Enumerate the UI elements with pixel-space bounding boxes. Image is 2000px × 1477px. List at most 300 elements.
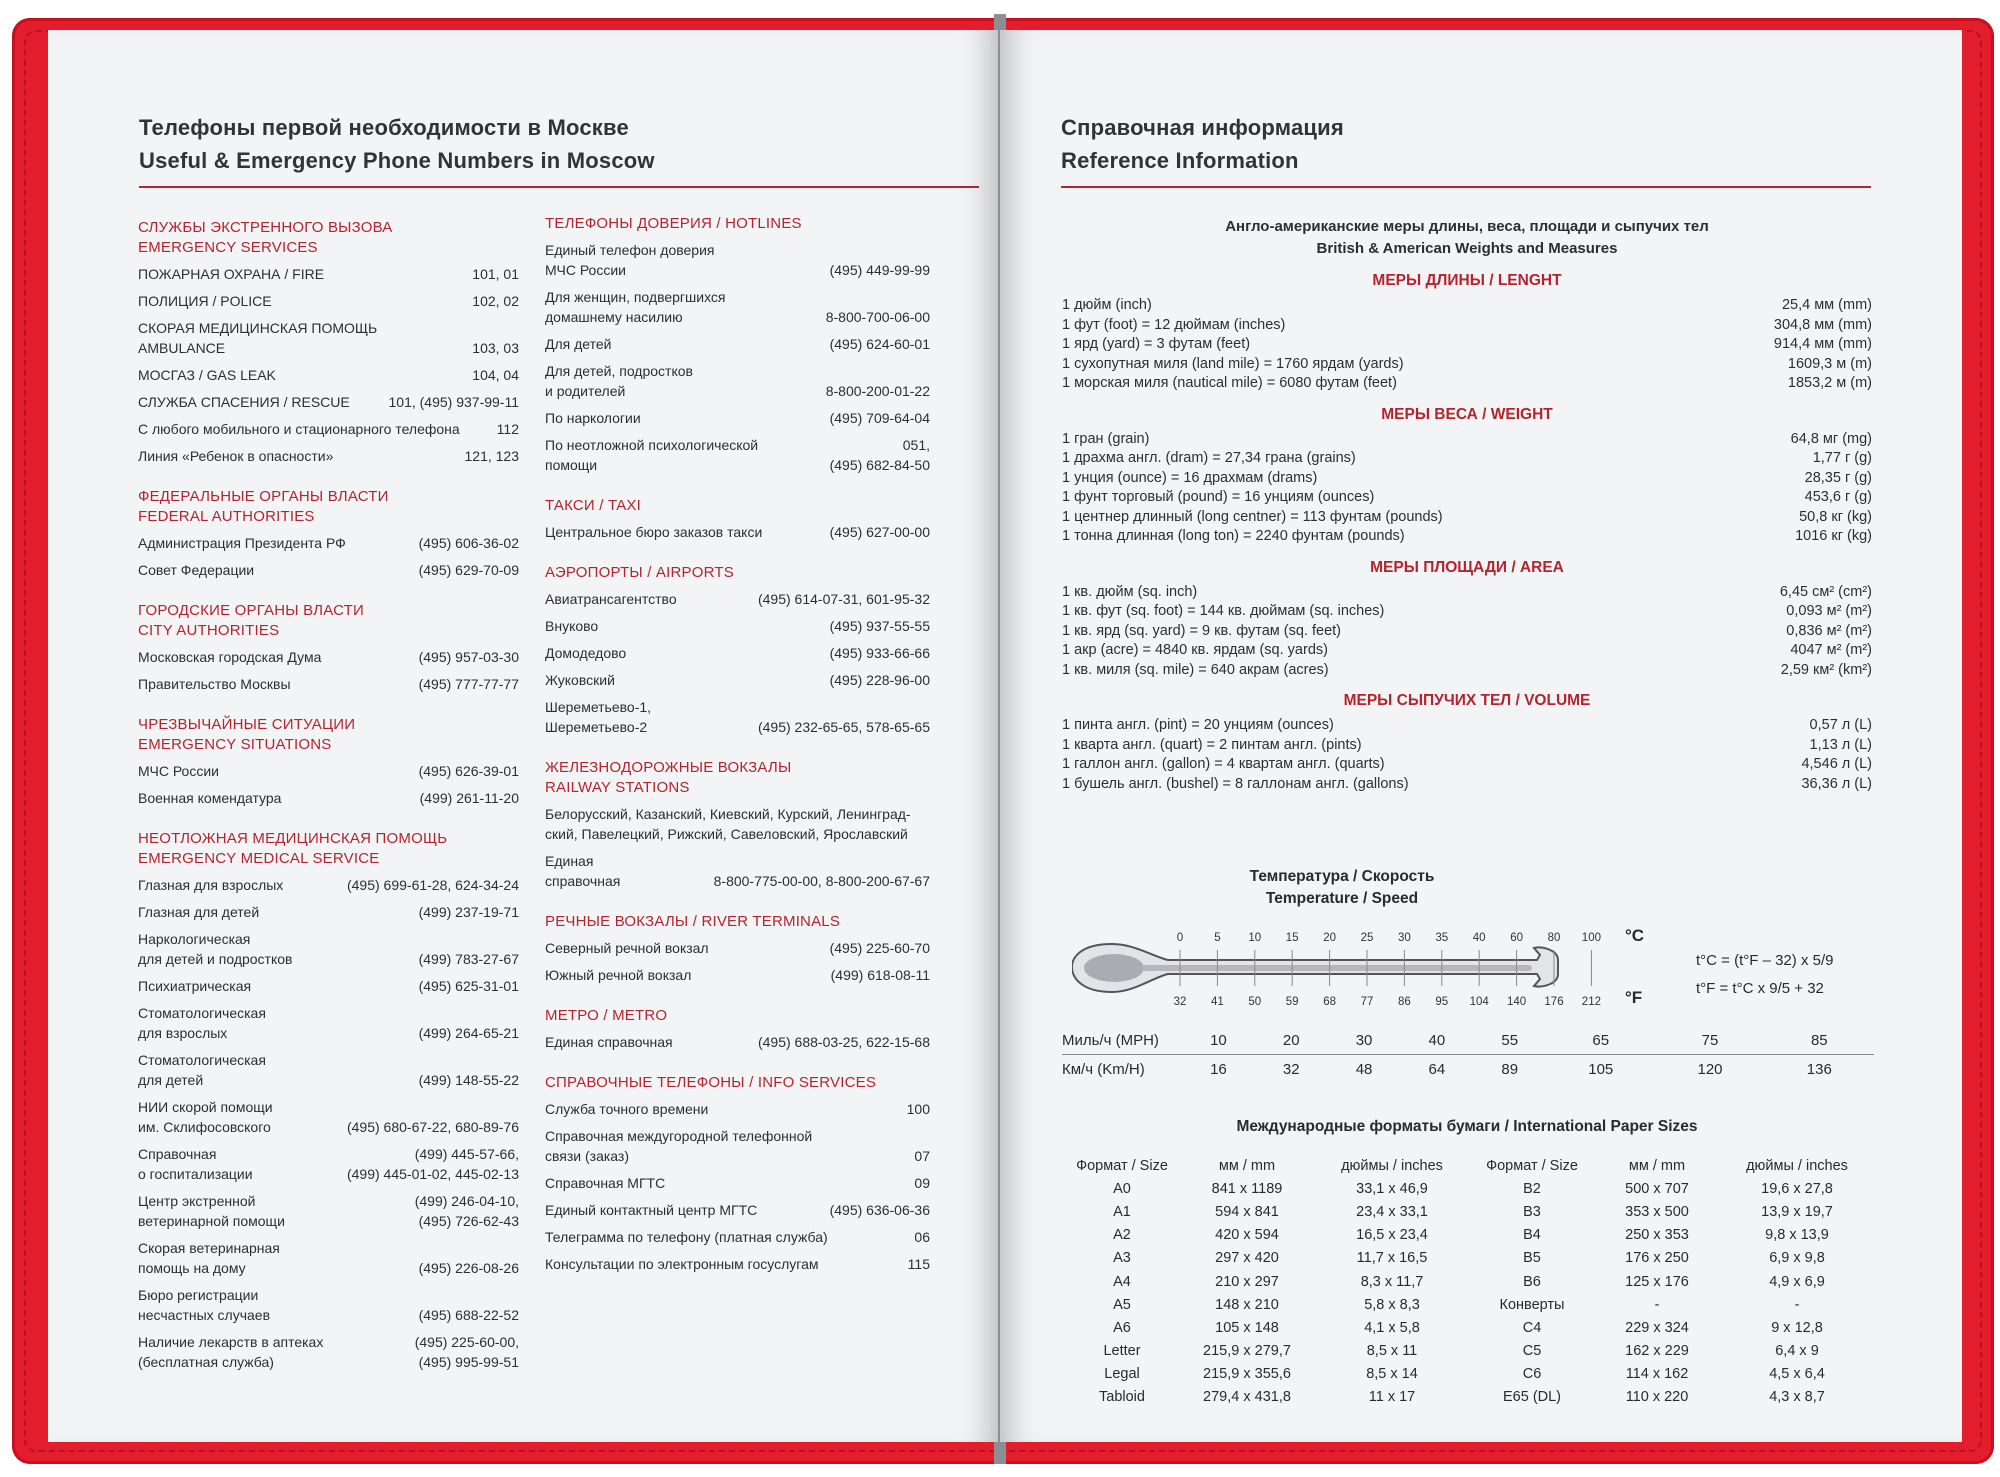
service-name: Шереметьево-1, Шереметьево-2 bbox=[545, 699, 652, 735]
phone-number: 100 bbox=[906, 1101, 930, 1117]
paper-cell: 6,9 x 9,8 bbox=[1769, 1250, 1825, 1267]
paper-cell: 125 x 176 bbox=[1625, 1273, 1689, 1290]
phone-entry bbox=[545, 1126, 930, 1166]
service-name: Северный речной вокзал bbox=[545, 940, 709, 956]
measure-group-title: МЕРЫ ДЛИНЫ / LENGHT bbox=[1372, 272, 1562, 289]
paper-cell: 11 x 17 bbox=[1368, 1389, 1416, 1406]
measure-row bbox=[1062, 508, 1872, 528]
measure-definition: 1 сухопутная миля (land mile) = 1760 ярдам (yards) bbox=[1062, 355, 1404, 372]
section-title-line: ЖЕЛЕЗНОДОРОЖНЫЕ ВОКЗАЛЫ bbox=[545, 759, 792, 776]
section-title-line: EMERGENCY SERVICES bbox=[138, 239, 318, 256]
celsius-tick-label: 20 bbox=[1323, 932, 1336, 944]
section-title bbox=[138, 601, 519, 641]
phone-number: (495) 629-70-09 bbox=[418, 562, 519, 578]
phone-number: (495) 680-67-22, 680-89-76 bbox=[346, 1119, 519, 1135]
phone-number: (499) 618-08-11 bbox=[830, 967, 930, 983]
section-gap bbox=[545, 482, 930, 496]
paper-cell: C4 bbox=[1522, 1319, 1542, 1336]
section-gap bbox=[545, 1059, 930, 1073]
fahrenheit-tick-label: 95 bbox=[1435, 996, 1449, 1008]
left-title-en: Useful & Emergency Phone Numbers in Moscow bbox=[139, 148, 655, 173]
measure-value: 1,77 г (g) bbox=[1812, 450, 1872, 466]
measure-value: 453,6 г (g) bbox=[1804, 489, 1872, 505]
paper-cell: - bbox=[1654, 1296, 1660, 1313]
phone-number: (495) 226-08-26 bbox=[418, 1260, 519, 1276]
phone-entry bbox=[138, 560, 519, 580]
phone-number: (495) 225-60-00, (495) 995-99-51 bbox=[414, 1334, 519, 1370]
service-name: Стоматологическая для детей bbox=[138, 1052, 266, 1088]
fahrenheit-tick-label: 212 bbox=[1581, 996, 1601, 1008]
left-page-title bbox=[139, 111, 655, 177]
section-title-line: РЕЧНЫЕ ВОКЗАЛЫ / RIVER TERMINALS bbox=[545, 913, 841, 930]
section-title-line: СПРАВОЧНЫЕ ТЕЛЕФОНЫ / INFO SERVICES bbox=[545, 1074, 877, 1091]
measure-row bbox=[1062, 661, 1872, 681]
paper-cell: 8,5 x 14 bbox=[1366, 1366, 1418, 1383]
service-name: Скорая ветеринарная помощь на дому bbox=[138, 1240, 280, 1276]
kmh-label: Км/ч (Km/H) bbox=[1062, 1060, 1145, 1078]
paper-cell: 4,3 x 8,7 bbox=[1769, 1389, 1825, 1406]
service-name: Совет Федерации bbox=[138, 562, 255, 578]
phone-number: (495) 709-64-04 bbox=[829, 410, 930, 426]
paper-cell: Конверты bbox=[1499, 1296, 1565, 1313]
measure-value: 4047 м² (m²) bbox=[1790, 642, 1872, 658]
service-name: Справочная МГТС bbox=[545, 1175, 666, 1191]
section-title-line: RAILWAY STATIONS bbox=[545, 779, 690, 796]
measure-row bbox=[1062, 296, 1872, 316]
service-name: С любого мобильного и стационарного телефона bbox=[138, 421, 460, 437]
phone-number: (499) 148-55-22 bbox=[418, 1072, 519, 1088]
phone-entry bbox=[138, 929, 519, 969]
measure-definition: 1 гран (grain) bbox=[1062, 430, 1150, 447]
phone-entry bbox=[138, 1097, 519, 1137]
phone-number: (495) 624-60-01 bbox=[829, 336, 930, 352]
service-name: МОСГАЗ / GAS LEAK bbox=[138, 367, 276, 383]
section-title bbox=[545, 214, 930, 234]
paper-cell: 16,5 x 23,4 bbox=[1356, 1227, 1428, 1244]
phone-number: 101, 01 bbox=[472, 266, 519, 282]
section-title-line: EMERGENCY MEDICAL SERVICE bbox=[138, 850, 380, 867]
kmh-value: 89 bbox=[1501, 1060, 1519, 1078]
section-gap bbox=[545, 992, 930, 1006]
paper-row bbox=[1062, 1363, 1872, 1386]
phone-entry bbox=[138, 788, 519, 808]
measure-definition: 1 морская миля (nautical mile) = 6080 футам (feet) bbox=[1062, 375, 1397, 391]
measure-row bbox=[1062, 335, 1872, 355]
measure-row bbox=[1062, 583, 1872, 603]
phone-number: 051, (495) 682-84-50 bbox=[829, 437, 930, 473]
section-title bbox=[545, 912, 930, 932]
paper-sizes-title: Международные форматы бумаги / International Paper Sizes bbox=[1236, 1118, 1698, 1135]
mph-value: 85 bbox=[1810, 1031, 1828, 1049]
kmh-value: 64 bbox=[1428, 1060, 1446, 1078]
measure-value: 0,57 л (L) bbox=[1809, 717, 1872, 733]
measure-definition: 1 фунт торговый (pound) = 16 унциям (ounces) bbox=[1062, 489, 1375, 505]
measure-value: 4,546 л (L) bbox=[1801, 756, 1872, 772]
paper-cell: 353 x 500 bbox=[1625, 1203, 1689, 1220]
section-title-line: НЕОТЛОЖНАЯ МЕДИЦИНСКАЯ ПОМОЩЬ bbox=[138, 830, 448, 847]
paper-cell: 841 x 1189 bbox=[1211, 1180, 1283, 1197]
paper-cell: A3 bbox=[1113, 1250, 1131, 1267]
right-page bbox=[1000, 30, 1962, 1442]
mph-value: 20 bbox=[1282, 1031, 1300, 1049]
mph-label: Миль/ч (MPH) bbox=[1062, 1031, 1159, 1049]
phone-number: (495) 626-39-01 bbox=[418, 763, 519, 779]
phone-entry bbox=[545, 287, 930, 327]
fahrenheit-tick-label: 32 bbox=[1173, 996, 1187, 1008]
celsius-formula: t°C = (t°F – 32) x 5/9 bbox=[1696, 952, 1834, 969]
service-name: Внуково bbox=[545, 618, 599, 634]
paper-cell: 5,8 x 8,3 bbox=[1364, 1296, 1420, 1313]
paper-cell: 19,6 x 27,8 bbox=[1761, 1180, 1833, 1197]
phone-entry bbox=[138, 533, 519, 553]
measure-definition: 1 кварта англ. (quart) = 2 пинтам англ. (pints) bbox=[1062, 736, 1362, 753]
phone-entry bbox=[138, 419, 519, 439]
service-name: Правительство Москвы bbox=[138, 676, 291, 692]
paper-cell: Tabloid bbox=[1099, 1389, 1145, 1406]
measure-value: 304,8 мм (mm) bbox=[1773, 316, 1872, 333]
right-title-rule bbox=[1061, 186, 1871, 188]
phone-number: (499) 264-65-21 bbox=[418, 1025, 519, 1041]
paper-cell: 420 x 594 bbox=[1215, 1227, 1279, 1244]
service-name: Глазная для взрослых bbox=[138, 877, 284, 893]
mph-value: 75 bbox=[1701, 1031, 1719, 1049]
phone-entry bbox=[545, 804, 930, 844]
mph-value: 55 bbox=[1501, 1031, 1519, 1049]
section-title-line: ТЕЛЕФОНЫ ДОВЕРИЯ / HOTLINES bbox=[545, 215, 802, 232]
phone-number: (495) 228-96-00 bbox=[829, 672, 930, 688]
phone-entry bbox=[545, 589, 930, 609]
fahrenheit-tick-label: 176 bbox=[1544, 996, 1564, 1008]
phone-number: (495) 688-03-25, 622-15-68 bbox=[757, 1034, 930, 1050]
paper-cell: 9,8 x 13,9 bbox=[1765, 1227, 1829, 1244]
phone-number: (495) 699-61-28, 624-34-24 bbox=[346, 877, 519, 893]
paper-cell: Legal bbox=[1104, 1366, 1140, 1383]
measures-title-ru: Англо-американские меры длины, веса, площади и сыпучих тел bbox=[1225, 218, 1709, 235]
phone-number: (495) 449-99-99 bbox=[829, 262, 930, 278]
measure-value: 1853,2 м (m) bbox=[1787, 375, 1872, 391]
phone-number: 115 bbox=[907, 1256, 930, 1272]
phone-entry bbox=[545, 522, 930, 542]
service-name: ПОЛИЦИЯ / POLICE bbox=[138, 293, 272, 309]
phone-entry bbox=[138, 1144, 519, 1184]
paper-cell: 13,9 x 19,7 bbox=[1761, 1203, 1833, 1220]
phone-entry bbox=[138, 875, 519, 895]
phone-number: (495) 627-00-00 bbox=[829, 524, 930, 540]
paper-header-cell: дюймы / inches bbox=[1341, 1157, 1443, 1174]
paper-cell: 250 x 353 bbox=[1625, 1227, 1689, 1244]
phone-number: 121, 123 bbox=[464, 448, 519, 464]
phone-number: (495) 937-55-55 bbox=[829, 618, 930, 634]
measure-definition: 1 акр (acre) = 4840 кв. ярдам (sq. yards) bbox=[1062, 642, 1328, 658]
celsius-tick-label: 25 bbox=[1360, 932, 1374, 944]
phone-entry bbox=[545, 435, 930, 475]
temperature-title bbox=[1062, 866, 1622, 910]
measure-row bbox=[1062, 527, 1872, 547]
measure-definition: 1 унция (ounce) = 16 драхмам (drams) bbox=[1062, 469, 1318, 486]
phone-entry bbox=[545, 361, 930, 401]
phone-number: (495) 606-36-02 bbox=[418, 535, 519, 551]
paper-row bbox=[1062, 1316, 1872, 1339]
measure-group-title: МЕРЫ СЫПУЧИХ ТЕЛ / VOLUME bbox=[1343, 692, 1591, 709]
measure-row bbox=[1062, 488, 1872, 508]
service-name: СЛУЖБА СПАСЕНИЯ / RESCUE bbox=[138, 394, 350, 410]
paper-cell: B6 bbox=[1523, 1273, 1541, 1290]
phone-number: (495) 636-06-36 bbox=[829, 1202, 930, 1218]
paper-cell: 176 x 250 bbox=[1625, 1250, 1689, 1267]
measure-value: 1609,3 м (m) bbox=[1787, 355, 1872, 372]
phone-entry bbox=[545, 938, 930, 958]
paper-cell: 4,9 x 6,9 bbox=[1769, 1273, 1825, 1290]
paper-row bbox=[1062, 1200, 1872, 1223]
paper-cell: - bbox=[1794, 1296, 1800, 1313]
measure-row bbox=[1062, 374, 1872, 394]
paper-header-cell: мм / mm bbox=[1218, 1157, 1276, 1174]
phone-number: (495) 933-66-66 bbox=[829, 645, 930, 661]
paper-cell: 148 x 210 bbox=[1215, 1296, 1279, 1313]
mph-value: 65 bbox=[1592, 1031, 1610, 1049]
section-gap bbox=[138, 587, 519, 601]
measure-row bbox=[1062, 316, 1872, 336]
paper-header-cell: Формат / Size bbox=[1486, 1157, 1578, 1174]
measure-value: 6,45 см² (cm²) bbox=[1779, 583, 1872, 600]
fahrenheit-tick-label: 86 bbox=[1397, 996, 1411, 1008]
paper-row bbox=[1062, 1247, 1872, 1270]
measure-row bbox=[1062, 469, 1872, 489]
section-gap bbox=[545, 549, 930, 563]
service-name: Консультации по электронным госуслугам bbox=[545, 1256, 819, 1272]
celsius-tick-label: 80 bbox=[1547, 932, 1561, 944]
phone-entry bbox=[545, 1227, 930, 1247]
measure-value: 50,8 кг (kg) bbox=[1799, 508, 1872, 525]
fahrenheit-unit-label: °F bbox=[1625, 988, 1643, 1007]
phone-number: 112 bbox=[496, 421, 519, 437]
section-title bbox=[545, 1073, 930, 1093]
section-gap bbox=[545, 898, 930, 912]
phone-entry bbox=[545, 670, 930, 690]
service-name: Наркологическая для детей и подростков bbox=[138, 931, 293, 967]
paper-row bbox=[1062, 1340, 1872, 1363]
phone-entry bbox=[138, 1332, 519, 1372]
paper-cell: B5 bbox=[1523, 1250, 1541, 1267]
section-title bbox=[545, 1006, 930, 1026]
service-name: Единая справочная bbox=[545, 1034, 673, 1050]
section-gap bbox=[138, 701, 519, 715]
measure-row bbox=[1062, 716, 1872, 736]
service-name: Глазная для детей bbox=[138, 904, 260, 920]
paper-cell: Letter bbox=[1103, 1343, 1141, 1360]
measure-definition: 1 ярд (yard) = 3 футам (feet) bbox=[1062, 336, 1251, 352]
paper-cell: 110 x 220 bbox=[1625, 1389, 1689, 1406]
paper-cell: 215,9 x 355,6 bbox=[1203, 1366, 1291, 1383]
service-name: ПОЖАРНАЯ ОХРАНА / FIRE bbox=[138, 266, 325, 282]
mph-value: 10 bbox=[1210, 1031, 1227, 1049]
section-gap bbox=[138, 815, 519, 829]
service-name: Бюро регистрации несчастных случаев bbox=[138, 1287, 271, 1323]
paper-cell: 279,4 x 431,8 bbox=[1203, 1389, 1291, 1406]
phone-number: 101, (495) 937-99-11 bbox=[388, 394, 519, 410]
measure-definition: 1 кв. дюйм (sq. inch) bbox=[1062, 583, 1198, 600]
measure-value: 28,35 г (g) bbox=[1804, 469, 1872, 486]
section-title-line: CITY AUTHORITIES bbox=[138, 622, 280, 639]
celsius-tick-label: 35 bbox=[1435, 932, 1449, 944]
celsius-tick-label: 0 bbox=[1176, 932, 1184, 944]
measure-group-title: МЕРЫ ПЛОЩАДИ / AREA bbox=[1370, 558, 1564, 576]
left-title-rule bbox=[139, 186, 979, 188]
measure-value: 2,59 км² (km²) bbox=[1780, 661, 1872, 678]
temperature-title-ru: Температура / Скорость bbox=[1249, 868, 1435, 885]
emergency-column-2 bbox=[545, 214, 930, 1295]
phone-entry bbox=[138, 674, 519, 694]
fahrenheit-tick-label: 104 bbox=[1469, 996, 1489, 1008]
phone-number: (499) 237-19-71 bbox=[418, 904, 519, 920]
section-title-line: ЧРЕЗВЫЧАЙНЫЕ СИТУАЦИИ bbox=[138, 716, 356, 733]
paper-cell: A5 bbox=[1113, 1296, 1131, 1313]
phone-entry bbox=[138, 446, 519, 466]
paper-cell: A6 bbox=[1113, 1319, 1131, 1336]
measure-definition: 1 фут (foot) = 12 дюймам (inches) bbox=[1062, 316, 1286, 333]
measure-definition: 1 кв. ярд (sq. yard) = 9 кв. футам (sq. feet) bbox=[1062, 622, 1341, 639]
paper-cell: 23,4 x 33,1 bbox=[1356, 1203, 1428, 1220]
paper-cell: 4,1 x 5,8 bbox=[1364, 1319, 1420, 1336]
paper-cell: 229 x 324 bbox=[1625, 1319, 1689, 1336]
service-name: Для женщин, подвергшихся домашнему насилию bbox=[545, 289, 726, 325]
service-name: Домодедово bbox=[545, 645, 627, 661]
measure-value: 1016 кг (kg) bbox=[1795, 528, 1872, 544]
service-name: Военная комендатура bbox=[138, 790, 282, 806]
right-title-ru: Справочная информация bbox=[1061, 115, 1344, 140]
measure-definition: 1 драхма англ. (dram) = 27,34 грана (grains) bbox=[1062, 450, 1356, 466]
phone-number: (495) 614-07-31, 601-95-32 bbox=[757, 591, 930, 607]
measure-row bbox=[1062, 602, 1872, 622]
phone-entry bbox=[545, 334, 930, 354]
paper-cell: 594 x 841 bbox=[1215, 1203, 1279, 1220]
phone-number: (495) 232-65-65, 578-65-65 bbox=[757, 719, 930, 735]
section-title-line: ТАКСИ / TAXI bbox=[545, 497, 641, 514]
measure-value: 25,4 мм (mm) bbox=[1781, 297, 1872, 313]
mph-value: 30 bbox=[1355, 1031, 1373, 1049]
service-name: Жуковский bbox=[545, 672, 615, 688]
measure-row bbox=[1062, 641, 1872, 661]
service-name: Для детей, подростков и родителей bbox=[545, 363, 693, 399]
celsius-tick-label: 10 bbox=[1248, 932, 1262, 944]
measure-row bbox=[1062, 736, 1872, 756]
phone-entry bbox=[545, 1173, 930, 1193]
section-title bbox=[138, 715, 519, 755]
left-page bbox=[48, 30, 998, 1442]
phone-number: (499) 445-57-66, (499) 445-01-02, 445-02-13 bbox=[346, 1146, 519, 1182]
measure-row bbox=[1062, 430, 1872, 450]
section-title bbox=[545, 496, 930, 516]
paper-cell: E65 (DL) bbox=[1502, 1389, 1562, 1406]
paper-header-row bbox=[1062, 1154, 1872, 1177]
section-title bbox=[138, 829, 519, 869]
paper-cell: A1 bbox=[1113, 1203, 1131, 1220]
measure-value: 914,4 мм (mm) bbox=[1773, 336, 1872, 352]
kmh-value: 16 bbox=[1210, 1060, 1227, 1078]
section-gap bbox=[545, 744, 930, 758]
measure-value: 36,36 л (L) bbox=[1801, 775, 1872, 792]
phone-number: 8-800-700-06-00 bbox=[825, 309, 930, 325]
measure-value: 64,8 мг (mg) bbox=[1790, 430, 1872, 447]
kmh-value: 48 bbox=[1355, 1060, 1373, 1078]
phone-entry bbox=[138, 392, 519, 412]
celsius-tick-label: 5 bbox=[1214, 932, 1221, 944]
service-name: Единый телефон доверия МЧС России bbox=[545, 242, 715, 278]
service-name: Южный речной вокзал bbox=[545, 967, 692, 983]
phone-entry bbox=[138, 976, 519, 996]
fahrenheit-tick-label: 59 bbox=[1285, 996, 1299, 1008]
phone-entry bbox=[138, 318, 519, 358]
section-gap bbox=[138, 473, 519, 487]
phone-entry bbox=[138, 291, 519, 311]
fahrenheit-tick-label: 68 bbox=[1323, 996, 1336, 1008]
phone-number: 8-800-775-00-00, 8-800-200-67-67 bbox=[713, 873, 930, 889]
measure-definition: 1 пинта англ. (pint) = 20 унциям (ounces) bbox=[1062, 717, 1334, 733]
measure-definition: 1 центнер длинный (long centner) = 113 фунтам (pounds) bbox=[1062, 508, 1443, 525]
paper-row bbox=[1062, 1386, 1872, 1409]
phone-entry bbox=[545, 1254, 930, 1274]
measure-row bbox=[1062, 775, 1872, 795]
emergency-column-1 bbox=[138, 218, 519, 1393]
phone-number: 104, 04 bbox=[472, 367, 519, 383]
paper-cell: 162 x 229 bbox=[1625, 1343, 1689, 1360]
paper-cell: C5 bbox=[1522, 1343, 1542, 1360]
service-name: Единая справочная bbox=[545, 853, 621, 889]
section-title-line: МЕТРО / METRO bbox=[545, 1007, 668, 1024]
celsius-tick-label: 30 bbox=[1397, 932, 1411, 944]
phone-entry bbox=[545, 408, 930, 428]
phone-number: 06 bbox=[914, 1229, 930, 1245]
paper-header-cell: дюймы / inches bbox=[1746, 1157, 1848, 1174]
fahrenheit-formula: t°F = t°C x 9/5 + 32 bbox=[1696, 980, 1824, 997]
phone-entry bbox=[545, 643, 930, 663]
paper-cell: 8,3 x 11,7 bbox=[1360, 1273, 1424, 1290]
measure-value: 0,836 м² (m²) bbox=[1786, 622, 1872, 639]
celsius-unit-label: °C bbox=[1625, 926, 1645, 945]
service-name: Центральное бюро заказов такси bbox=[545, 524, 763, 540]
phone-number: (499) 783-27-67 bbox=[418, 951, 519, 967]
phone-entry bbox=[138, 1285, 519, 1325]
section-title-line: EMERGENCY SITUATIONS bbox=[138, 736, 332, 753]
paper-header-cell: Формат / Size bbox=[1076, 1157, 1168, 1174]
measure-definition: 1 бушель англ. (bushel) = 8 галлонам англ. (gallons) bbox=[1062, 775, 1409, 792]
phone-entry bbox=[545, 697, 930, 737]
phone-entry bbox=[545, 1200, 930, 1220]
celsius-tick-label: 40 bbox=[1472, 932, 1486, 944]
section-title bbox=[545, 563, 930, 583]
phone-number: 8-800-200-01-22 bbox=[825, 383, 930, 399]
speed-table bbox=[1062, 1026, 1874, 1083]
kmh-value: 105 bbox=[1588, 1060, 1614, 1078]
service-name: Психиатрическая bbox=[138, 978, 252, 994]
paper-cell: 210 x 297 bbox=[1215, 1273, 1279, 1290]
service-name: Справочная о госпитализации bbox=[138, 1146, 253, 1182]
paper-cell: B3 bbox=[1523, 1203, 1541, 1220]
paper-row bbox=[1062, 1270, 1872, 1293]
phone-number: 102, 02 bbox=[472, 293, 519, 309]
right-page-title bbox=[1061, 111, 1344, 177]
phone-entry bbox=[545, 616, 930, 636]
right-title-en: Reference Information bbox=[1061, 148, 1299, 173]
service-name: По неотложной психологической помощи bbox=[545, 437, 759, 473]
service-name: По наркологии bbox=[545, 410, 641, 426]
paper-cell: 9 x 12,8 bbox=[1771, 1319, 1823, 1336]
phone-entry bbox=[545, 1032, 930, 1052]
fahrenheit-tick-label: 50 bbox=[1248, 996, 1262, 1008]
measure-definition: 1 дюйм (inch) bbox=[1062, 297, 1152, 313]
phone-number: 07 bbox=[914, 1148, 930, 1164]
service-name: Наличие лекарств в аптеках (бесплатная служба) bbox=[138, 1334, 324, 1370]
